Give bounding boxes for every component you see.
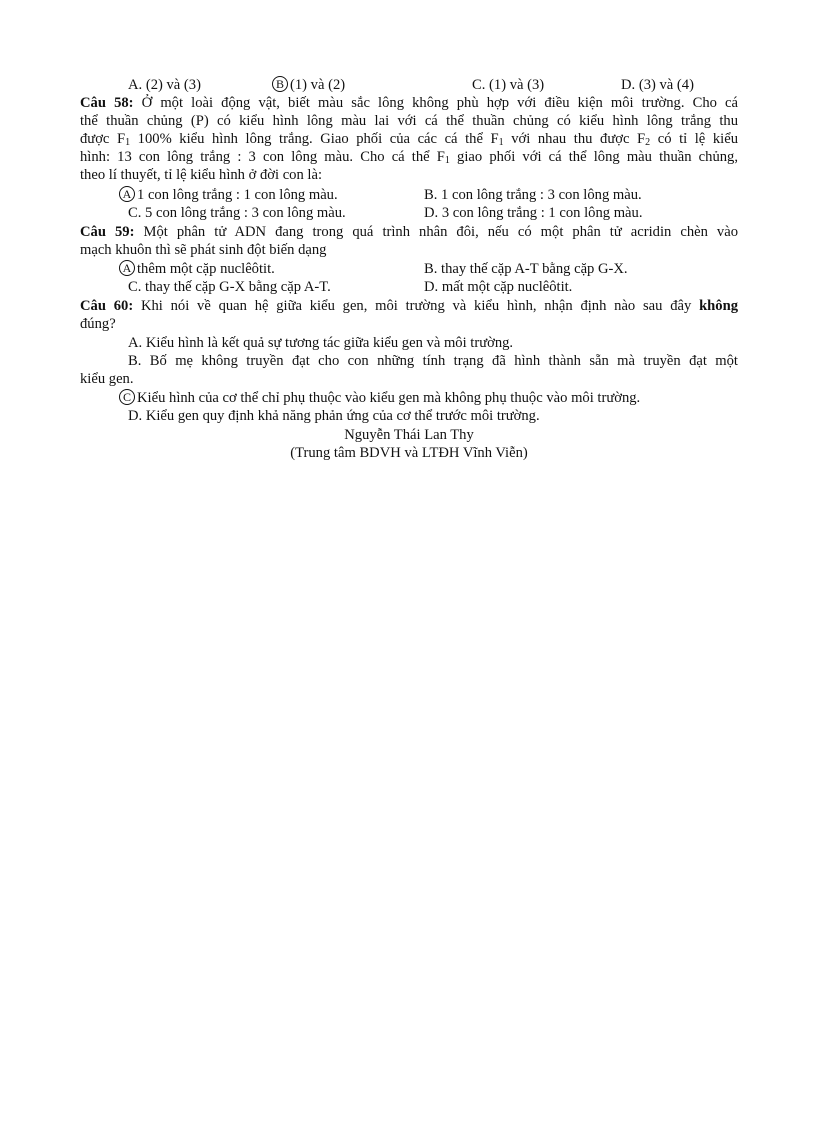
q58-line-1: Câu 58: Ở một loài động vật, biết màu sắc lông không phù hợp với điều kiện môi trường. Cho cá (80, 95, 738, 111)
q60-line-1: Câu 60: Khi nói về quan hệ giữa kiểu gen, môi trường và kiểu hình, nhận định nào sau đây không (80, 298, 739, 314)
q60-option-b-line-2: kiểu gen. (80, 371, 134, 387)
author-organization: (Trung tâm BDVH và LTĐH Vĩnh Viễn) (290, 445, 528, 461)
q58-option-c: C. 5 con lông trắng : 3 con lông màu. (128, 205, 346, 221)
q60-option-d: D. Kiểu gen quy định khả năng phản ứng của cơ thể trước môi trường. (128, 408, 540, 424)
q58-option-b: B. 1 con lông trắng : 3 con lông màu. (424, 187, 642, 203)
q57-option-b: B (1) và (2) (272, 76, 345, 94)
q57-option-c: C. (1) và (3) (472, 77, 545, 93)
q57-option-a: A. (2) và (3) (128, 77, 201, 93)
q59-label: Câu 59: (80, 224, 135, 240)
circled-answer-marker: A (119, 186, 135, 202)
q58-line-5: theo lí thuyết, tỉ lệ kiểu hình ở đời con là: (80, 167, 323, 183)
q59-line-2: mạch khuôn thì sẽ phát sinh đột biến dạng (80, 242, 327, 258)
q60-emphasis: không (699, 298, 739, 314)
q58-line-2: thể thuần chủng (P) có kiểu hình lông màu lai với cá thể thuần chủng có kiểu hình lông trắng thu (80, 113, 738, 129)
q58-line-4: hình: 13 con lông trắng : 3 con lông màu. Cho cá thể $F_1$ giao phối với cá thể lông màu thuần chủng, (80, 149, 738, 166)
q60-line-2: đúng? (80, 316, 116, 332)
q57-option-d: D. (3) và (4) (621, 77, 694, 93)
q59-option-d: D. mất một cặp nuclêôtit. (424, 279, 573, 295)
q59-option-a: A thêm một cặp nuclêôtit. (119, 260, 275, 278)
q58-option-a: A 1 con lông trắng : 1 con lông màu. (119, 186, 338, 204)
q60-label: Câu 60: (80, 298, 134, 314)
q60-option-a: A. Kiểu hình là kết quả sự tương tác giữa kiểu gen và môi trường. (128, 335, 514, 351)
q60-option-c: C Kiểu hình của cơ thể chỉ phụ thuộc vào kiểu gen mà không phụ thuộc vào môi trường. (119, 389, 640, 407)
q58-line-3: được $F_1$ 100% kiểu hình lông trắng. Giao phối của các cá thể $F_1$ với nhau thu được $F_2$ có tỉ lệ kiểu (80, 131, 738, 148)
q59-option-c: C. thay thế cặp G-X bằng cặp A-T. (128, 279, 331, 295)
circled-answer-marker: B (272, 76, 288, 92)
author-name: Nguyễn Thái Lan Thy (344, 427, 474, 443)
q59-option-b: B. thay thế cặp A-T bằng cặp G-X. (424, 261, 628, 277)
circled-answer-marker: A (119, 260, 135, 276)
q59-line-1: Câu 59: Một phân tử ADN đang trong quá trình nhân đôi, nếu có một phân tử acridin chèn vào (80, 224, 739, 240)
q58-label: Câu 58: (80, 95, 134, 111)
q60-option-b-line-1: B. Bố mẹ không truyền đạt cho con những tính trạng đã hình thành sẵn mà truyền đạt một (128, 353, 738, 369)
circled-answer-marker: C (119, 389, 135, 405)
q58-option-d: D. 3 con lông trắng : 1 con lông màu. (424, 205, 643, 221)
